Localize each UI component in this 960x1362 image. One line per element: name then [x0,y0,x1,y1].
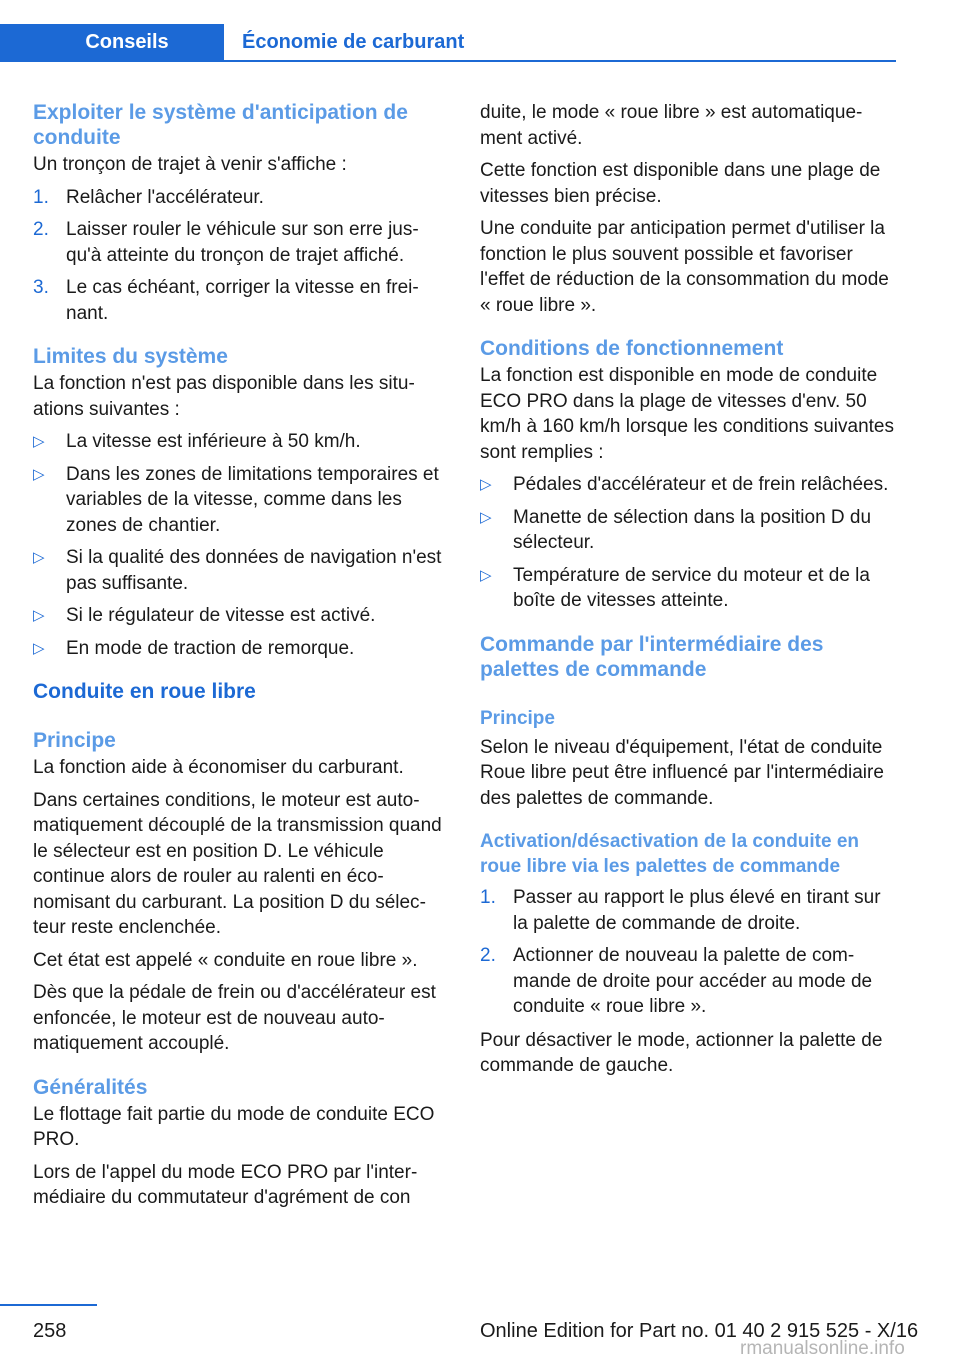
list-item [480,563,895,614]
list-item [33,217,445,268]
page-number: 258 [33,1320,67,1342]
heading-limites: Limites du système [33,345,228,368]
item-text: Si la qualité des données de navigation n'est pas suffisante. [66,547,442,594]
paragraph: La fonction est disponible en mode de conduite ECO PRO dans la plage de vitesses d'env. 50 km/h à 160 km/h lorsque les conditions suivantes sont remplies : [480,365,894,463]
item-text: En mode de traction de remorque. [66,637,355,659]
subheading-principe: Principe [480,707,555,729]
left-column [33,100,445,1218]
header-bar [0,24,896,62]
step-number: 2. [480,945,496,966]
heading-anticipation: Exploiter le système d'anticipation de conduite [33,101,408,149]
paragraph: Dans certaines conditions, le moteur est automatiquement découplé de la transmission quand le sélecteur est en position D. Le véhicule continue alors de rouler au ralenti en économisant du carburant. La position D du sélecteur reste enclenchée. [33,789,442,938]
limits-list [33,429,445,661]
step-number: 1. [33,186,49,208]
step-text: Laisser rouler le véhicule sur son erre jusqu'à atteinte du tronçon de trajet affiché. [66,219,419,266]
heading-principe: Principe [33,729,116,752]
item-text: Dans les zones de limitations temporaires et variables de la vitesse, comme dans les zones de chantier. [66,463,439,536]
steps-list-palettes [480,885,895,1020]
triangle-bullet-icon: ▷ [33,639,45,657]
list-item [33,429,445,455]
list-item [33,462,445,539]
steps-list-anticipation [33,185,445,327]
step-number: 1. [480,887,496,908]
item-text: Pédales d'accélérateur et de frein relâchées. [513,474,889,495]
list-item [33,636,445,662]
list-item [480,505,895,556]
watermark: rmanualsonline.info [740,1338,905,1359]
triangle-bullet-icon: ▷ [33,433,45,450]
paragraph: duite, le mode « roue libre » est automatiquement activé. [480,102,863,149]
header-rule [0,60,896,62]
heading-conditions: Conditions de fonctionnement [480,337,784,360]
paragraph: Cet état est appelé « conduite en roue libre ». [33,949,418,971]
item-text: Si le régulateur de vitesse est activé. [66,605,376,626]
list-item [480,472,895,498]
list-item [480,885,895,936]
list-item [33,275,445,326]
conditions-list [480,472,895,614]
triangle-bullet-icon: ▷ [480,566,492,584]
triangle-bullet-icon: ▷ [33,607,45,624]
paragraph: Dès que la pédale de frein ou d'accélérateur est enfoncée, le moteur est de nouveau automatiquement accouplé. [33,982,436,1054]
paragraph: Selon le niveau d'équipement, l'état de conduite Roue libre peut être influencé par l'intermédiaire des palettes de commande. [480,736,884,809]
step-text: Actionner de nouveau la palette de commande de droite pour accéder au mode de conduite « roue libre ». [513,945,873,1017]
list-item [33,185,445,211]
edition-note: Online Edition for Part no. 01 40 2 915 525 - X/16 [480,1320,919,1342]
step-text: Passer au rapport le plus élevé en tirant sur la palette de commande de droite. [513,887,881,934]
paragraph: Le flottage fait partie du mode de conduite ECO PRO. [33,1103,435,1150]
paragraph: La fonction n'est pas disponible dans les situations suivantes : [33,373,415,420]
paragraph: Un tronçon de trajet à venir s'affiche : [33,154,347,175]
paragraph: Cette fonction est disponible dans une plage de vitesses bien précise. [480,160,881,207]
right-column [480,100,895,1086]
triangle-bullet-icon: ▷ [480,476,492,493]
item-text: La vitesse est inférieure à 50 km/h. [66,431,361,452]
list-item [480,943,895,1020]
item-text: Manette de sélection dans la position D du sélecteur. [513,506,872,553]
paragraph: Une conduite par anticipation permet d'utiliser la fonction le plus souvent possible et favoriser l'effet de réduction de la consommation du mode « roue libre ». [480,218,889,316]
paragraph: La fonction aide à économiser du carburant. [33,757,404,778]
list-item [33,603,445,629]
subheading-activation: Activation/désactivation de la conduite en roue libre via les palettes de commande [480,831,860,877]
step-number: 3. [33,277,49,298]
paragraph: Pour désactiver le mode, actionner la palette de commande de gauche. [480,1029,883,1076]
heading-roue-libre: Conduite en roue libre [33,680,256,703]
step-text: Le cas échéant, corriger la vitesse en freinant. [66,277,419,324]
footer-rule [0,1304,97,1306]
triangle-bullet-icon: ▷ [33,465,45,483]
chapter-title[interactable]: Économie de carburant [242,31,465,53]
item-text: Température de service du moteur et de la boîte de vitesses atteinte. [513,564,870,611]
heading-generalites: Généralités [33,1075,148,1099]
triangle-bullet-icon: ▷ [480,508,492,526]
heading-commande: Commande par l'intermédiaire des palettes de commande [480,632,824,681]
step-number: 2. [33,219,49,240]
paragraph: Lors de l'appel du mode ECO PRO par l'intermédiaire du commutateur d'agrément de con [33,1161,418,1208]
list-item [33,545,445,596]
triangle-bullet-icon: ▷ [33,549,45,566]
step-text: Relâcher l'accélérateur. [66,186,264,208]
section-tab[interactable]: Conseils [0,24,224,60]
